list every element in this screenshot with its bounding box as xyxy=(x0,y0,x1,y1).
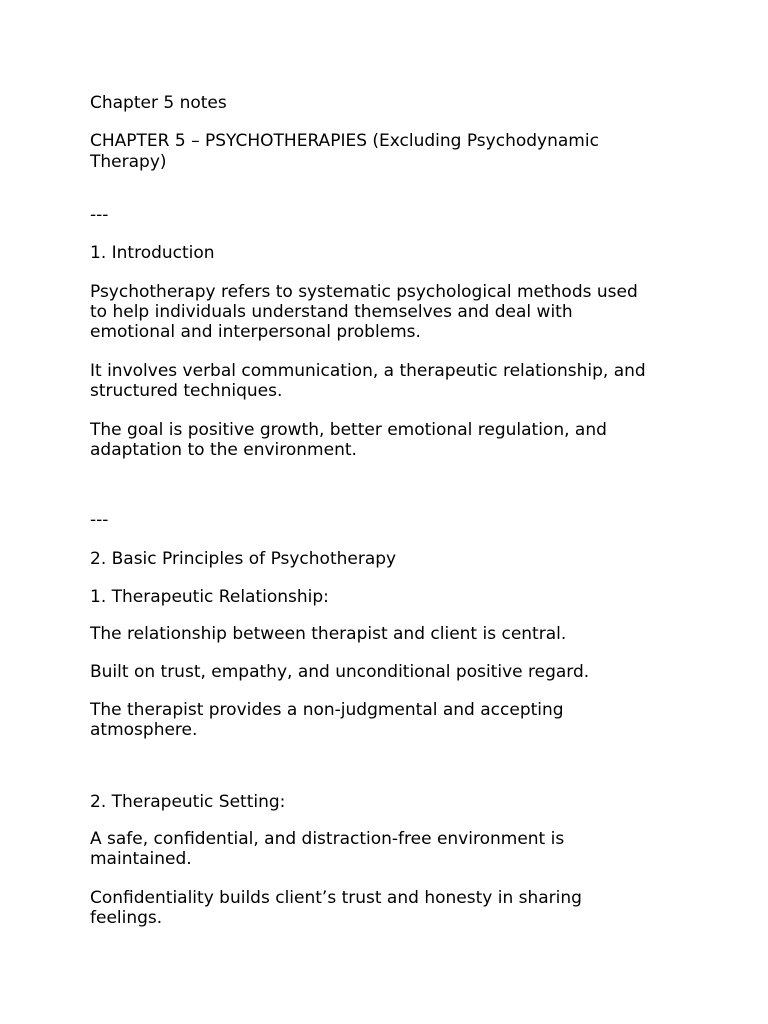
separator: --- xyxy=(90,510,109,530)
chapter-heading-line-2: Therapy) xyxy=(90,152,167,172)
setting-paragraph-1-line-2: maintained. xyxy=(90,849,192,869)
relationship-paragraph-2: Built on trust, empathy, and unconditional positive regard. xyxy=(90,662,590,682)
separator: --- xyxy=(90,205,109,225)
relationship-paragraph-1: The relationship between therapist and client is central. xyxy=(90,624,567,644)
section-heading-basic-principles: 2. Basic Principles of Psychotherapy xyxy=(90,549,397,569)
relationship-paragraph-3-line-2: atmosphere. xyxy=(90,720,198,740)
intro-paragraph-1-line-2: to help individuals understand themselves and deal with xyxy=(90,302,573,322)
setting-paragraph-1-line-1: A safe, confidential, and distraction-free environment is xyxy=(90,829,565,849)
intro-paragraph-3-line-1: The goal is positive growth, better emotional regulation, and xyxy=(90,420,607,440)
intro-paragraph-3-line-2: adaptation to the environment. xyxy=(90,440,357,460)
intro-paragraph-2-line-1: It involves verbal communication, a therapeutic relationship, and xyxy=(90,361,646,381)
chapter-heading-line-1: CHAPTER 5 – PSYCHOTHERAPIES (Excluding Psychodynamic xyxy=(90,131,599,151)
intro-paragraph-1-line-3: emotional and interpersonal problems. xyxy=(90,322,421,342)
intro-paragraph-1-line-1: Psychotherapy refers to systematic psychological methods used xyxy=(90,282,638,302)
document-title: Chapter 5 notes xyxy=(90,93,227,113)
setting-paragraph-2-line-1: Confidentiality builds client’s trust and honesty in sharing xyxy=(90,888,582,908)
relationship-paragraph-3-line-1: The therapist provides a non-judgmental and accepting xyxy=(90,700,564,720)
subheading-therapeutic-setting: 2. Therapeutic Setting: xyxy=(90,792,286,812)
section-heading-introduction: 1. Introduction xyxy=(90,243,215,263)
intro-paragraph-2-line-2: structured techniques. xyxy=(90,381,283,401)
setting-paragraph-2-line-2: feelings. xyxy=(90,908,163,928)
subheading-therapeutic-relationship: 1. Therapeutic Relationship: xyxy=(90,587,329,607)
